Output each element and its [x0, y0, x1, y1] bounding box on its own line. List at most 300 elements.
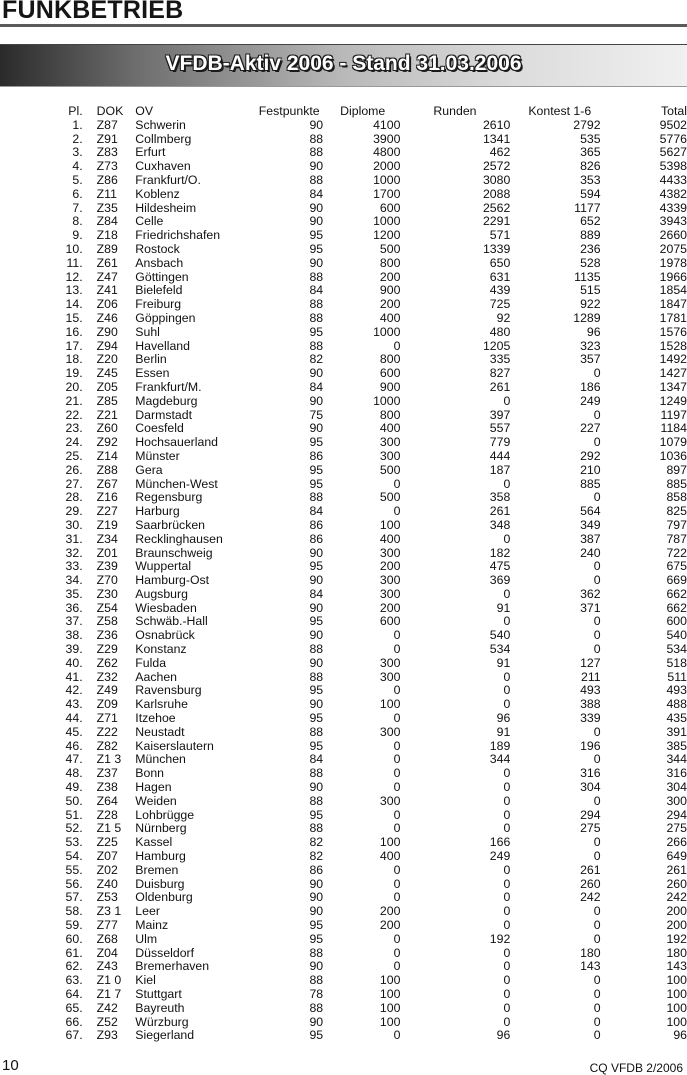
cell-diplome: 0 — [393, 628, 401, 643]
cell-rank: 45. — [65, 724, 83, 739]
cell-runden: 631 — [489, 269, 511, 284]
cell-festpunkte: 88 — [309, 490, 324, 505]
table-row — [58, 202, 687, 216]
cell-dok-label: Z91 — [96, 131, 118, 146]
cell-dok — [83, 795, 124, 809]
cell-rank: 6. — [72, 186, 83, 201]
cell-ov: Essen — [135, 366, 170, 381]
cell-festpunkte: 88 — [309, 669, 324, 684]
cell-rank: 38. — [65, 628, 83, 643]
table-row — [58, 891, 687, 905]
cell-dok — [83, 422, 124, 436]
table-row — [58, 464, 687, 478]
cell-total: 435 — [666, 711, 687, 726]
table-row — [58, 726, 687, 740]
cell-total: 192 — [666, 931, 687, 946]
cell-diplome: 100 — [379, 517, 401, 532]
cell-festpunkte: 86 — [309, 448, 324, 463]
cell-dok-label: Z29 — [96, 642, 118, 657]
cell-festpunkte: 95 — [309, 462, 324, 477]
cell-total: 100 — [666, 987, 687, 1001]
table-row — [58, 684, 687, 698]
cell-dok — [83, 326, 124, 340]
cell-total: 488 — [666, 697, 687, 712]
cell-dok — [83, 271, 124, 285]
cell-dok — [83, 243, 124, 257]
cell-kontest: 0 — [593, 407, 601, 422]
cell-kontest: 0 — [593, 1014, 601, 1029]
cell-kontest: 249 — [580, 393, 601, 408]
cell-diplome: 200 — [379, 600, 401, 615]
cell-rank: 67. — [65, 1028, 83, 1043]
cell-dok — [83, 146, 124, 160]
cell-ov: Braunschweig — [135, 545, 213, 560]
cell-diplome: 0 — [393, 683, 401, 698]
cell-rank: 24. — [65, 435, 83, 450]
cell-diplome: 400 — [379, 421, 401, 436]
cell-kontest: 261 — [580, 862, 601, 877]
cell-runden: 0 — [503, 973, 511, 988]
cell-ov: Bremen — [135, 862, 179, 877]
cell-runden: 3080 — [482, 172, 511, 187]
cell-ov: Frankfurt/M. — [135, 379, 202, 394]
cell-dok — [83, 809, 124, 823]
cell-dok-label: Z90 — [96, 324, 118, 339]
cell-runden: 557 — [489, 421, 511, 436]
cell-festpunkte: 95 — [309, 711, 324, 726]
cell-festpunkte: 95 — [309, 241, 324, 256]
cell-ov: Kiel — [135, 973, 156, 988]
cell-dok-label: Z41 — [96, 283, 118, 298]
cell-rank: 20. — [65, 379, 83, 394]
cell-total: 662 — [666, 600, 687, 615]
table-row — [58, 257, 687, 271]
cell-runden: 0 — [503, 586, 511, 601]
cell-ov: Schwerin — [135, 117, 186, 132]
cell-festpunkte: 84 — [309, 379, 324, 394]
table-row — [58, 822, 687, 836]
table-row — [58, 367, 687, 381]
cell-rank: 57. — [65, 890, 83, 905]
cell-dok — [83, 1029, 124, 1043]
cell-rank: 48. — [65, 766, 83, 781]
table-row — [58, 602, 687, 616]
cell-kontest: 143 — [580, 959, 601, 974]
cell-ov: Cuxhaven — [135, 159, 191, 174]
column-header-festpunkte: Festpunkte — [258, 104, 320, 118]
cell-ov: Celle — [135, 214, 164, 229]
table-row — [58, 174, 687, 188]
cell-festpunkte: 88 — [309, 145, 324, 160]
cell-total: 1978 — [659, 255, 687, 270]
cell-total: 200 — [666, 918, 687, 933]
cell-festpunkte: 84 — [309, 283, 324, 298]
cell-kontest: 304 — [580, 780, 601, 795]
cell-total: 858 — [666, 490, 687, 505]
table-row — [58, 395, 687, 409]
cell-runden: 96 — [496, 1028, 511, 1043]
cell-runden: 462 — [489, 145, 511, 160]
cell-ov: Fulda — [135, 655, 167, 670]
table-row — [58, 671, 687, 685]
cell-dok-label: Z39 — [96, 559, 118, 574]
cell-ov: Aachen — [135, 669, 178, 684]
cell-kontest: 0 — [593, 793, 601, 808]
cell-total: 662 — [666, 586, 687, 601]
table-row — [58, 712, 687, 726]
cell-diplome: 300 — [379, 669, 401, 684]
cell-dok-label: Z1 7 — [96, 987, 122, 1001]
cell-total: 897 — [666, 462, 687, 477]
table-row — [58, 960, 687, 974]
cell-dok-label: Z62 — [96, 655, 118, 670]
column-header-runden: Runden — [433, 104, 477, 118]
cell-ov: Osnabrück — [135, 628, 195, 643]
table-row — [58, 588, 687, 602]
cell-runden: 0 — [503, 476, 511, 491]
cell-dok — [83, 878, 124, 892]
section-title-rule — [0, 24, 687, 27]
cell-rank: 5. — [72, 172, 83, 187]
cell-dok-label: Z27 — [96, 504, 118, 519]
cell-rank: 19. — [65, 366, 83, 381]
cell-diplome: 0 — [393, 476, 401, 491]
cell-total: 4382 — [659, 186, 687, 201]
table-row — [58, 547, 687, 561]
cell-dok-label: Z77 — [96, 918, 118, 933]
cell-total: 100 — [666, 1014, 687, 1029]
cell-rank: 14. — [65, 297, 83, 312]
cell-dok-label: Z42 — [96, 1000, 118, 1015]
cell-dok — [83, 560, 124, 574]
cell-festpunkte: 82 — [309, 835, 324, 850]
cell-festpunkte: 86 — [309, 517, 324, 532]
cell-total: 180 — [666, 945, 687, 960]
cell-festpunkte: 90 — [309, 890, 324, 905]
cell-dok-label: Z28 — [96, 807, 118, 822]
cell-dok-label: Z58 — [96, 614, 118, 629]
cell-diplome: 1000 — [373, 393, 401, 408]
cell-diplome: 0 — [393, 738, 401, 753]
cell-dok-label: Z02 — [96, 862, 118, 877]
cell-ov: Karlsruhe — [135, 697, 188, 712]
cell-ov: Schwäb.-Hall — [135, 614, 208, 629]
table-row — [58, 629, 687, 643]
cell-festpunkte: 84 — [309, 504, 324, 519]
cell-kontest: 922 — [580, 297, 601, 312]
cell-kontest: 0 — [593, 973, 601, 988]
cell-dok — [83, 229, 124, 243]
cell-dok — [83, 629, 124, 643]
cell-runden: 439 — [489, 283, 511, 298]
cell-festpunkte: 88 — [309, 172, 324, 187]
table-row — [58, 753, 687, 767]
table-row — [58, 933, 687, 947]
cell-ov: Regensburg — [135, 490, 203, 505]
cell-dok — [83, 781, 124, 795]
cell-ov: Münster — [135, 448, 180, 463]
cell-kontest: 292 — [580, 448, 601, 463]
cell-total: 143 — [666, 959, 687, 974]
cell-rank: 41. — [65, 669, 83, 684]
table-row — [58, 353, 687, 367]
cell-diplome: 0 — [393, 807, 401, 822]
cell-diplome: 800 — [379, 407, 401, 422]
cell-diplome: 4800 — [373, 145, 401, 160]
cell-diplome: 600 — [379, 366, 401, 381]
table-row — [58, 1016, 687, 1030]
cell-dok-label: Z85 — [96, 393, 118, 408]
cell-runden: 182 — [489, 545, 511, 560]
cell-dok-label: Z83 — [96, 145, 118, 160]
cell-dok — [83, 519, 124, 533]
cell-ov: Konstanz — [135, 642, 187, 657]
cell-dok-label: Z06 — [96, 297, 118, 312]
cell-festpunkte: 95 — [309, 324, 324, 339]
cell-rank: 51. — [65, 807, 83, 822]
cell-diplome: 300 — [379, 793, 401, 808]
table-row — [58, 519, 687, 533]
table-row — [58, 188, 687, 202]
cell-festpunkte: 88 — [309, 310, 324, 325]
cell-ov: Siegerland — [135, 1028, 195, 1043]
cell-diplome: 200 — [379, 918, 401, 933]
cell-total: 1854 — [659, 283, 687, 298]
cell-festpunkte: 88 — [309, 642, 324, 657]
cell-total: 518 — [666, 655, 687, 670]
cell-ov: Augsburg — [135, 586, 188, 601]
cell-festpunkte: 84 — [309, 586, 324, 601]
section-title: FUNKBETRIEB — [2, 0, 184, 24]
cell-ov: Lohbrügge — [135, 807, 195, 822]
cell-dok — [83, 753, 124, 767]
cell-dok-label: Z3 1 — [96, 904, 122, 919]
cell-total: 4339 — [659, 200, 687, 215]
cell-festpunkte: 90 — [309, 214, 324, 229]
cell-dok — [83, 657, 124, 671]
cell-rank: 22. — [65, 407, 83, 422]
cell-runden: 0 — [503, 987, 511, 1001]
table-row — [58, 505, 687, 519]
cell-diplome: 400 — [379, 531, 401, 546]
cell-dok-label: Z22 — [96, 724, 118, 739]
cell-dok — [83, 588, 124, 602]
cell-total: 797 — [666, 517, 687, 532]
cell-total: 1197 — [660, 407, 687, 422]
cell-rank: 29. — [65, 504, 83, 519]
cell-rank: 35. — [65, 586, 83, 601]
cell-festpunkte: 75 — [309, 407, 324, 422]
table-row — [58, 422, 687, 436]
cell-runden: 650 — [489, 255, 511, 270]
cell-festpunkte: 88 — [309, 724, 324, 739]
table-row — [58, 284, 687, 298]
cell-festpunkte: 95 — [309, 228, 324, 243]
cell-diplome: 3900 — [373, 131, 401, 146]
cell-total: 1079 — [659, 435, 687, 450]
cell-kontest: 196 — [580, 738, 601, 753]
cell-runden: 192 — [489, 931, 511, 946]
cell-kontest: 240 — [580, 545, 601, 560]
cell-ov: Göttingen — [135, 269, 189, 284]
cell-rank: 3. — [72, 145, 83, 160]
cell-diplome: 300 — [379, 448, 401, 463]
cell-dok — [83, 160, 124, 174]
cell-rank: 10. — [65, 241, 83, 256]
cell-festpunkte: 88 — [309, 338, 324, 353]
cell-dok-label: Z73 — [96, 159, 118, 174]
cell-diplome: 1000 — [373, 324, 401, 339]
cell-festpunkte: 90 — [309, 573, 324, 588]
cell-dok-label: Z60 — [96, 421, 118, 436]
cell-kontest: 1135 — [574, 269, 601, 284]
cell-runden: 571 — [489, 228, 511, 243]
cell-dok-label: Z09 — [96, 697, 118, 712]
cell-runden: 0 — [503, 959, 511, 974]
table-row — [58, 119, 687, 133]
cell-rank: 61. — [65, 945, 83, 960]
cell-runden: 444 — [489, 448, 511, 463]
cell-rank: 58. — [65, 904, 83, 919]
cell-kontest: 0 — [593, 642, 601, 657]
cell-ov: Düsseldorf — [135, 945, 195, 960]
cell-kontest: 362 — [580, 586, 601, 601]
cell-kontest: 594 — [580, 186, 601, 201]
cell-total: 261 — [666, 862, 687, 877]
cell-diplome: 0 — [393, 959, 401, 974]
cell-ov: München — [135, 752, 186, 767]
cell-dok — [83, 947, 124, 961]
cell-festpunkte: 90 — [309, 366, 324, 381]
cell-dok — [83, 698, 124, 712]
cell-rank: 11. — [66, 255, 83, 270]
cell-total: 100 — [666, 1000, 687, 1015]
cell-runden: 2291 — [482, 214, 511, 229]
table-row — [58, 160, 687, 174]
cell-dok-label: Z61 — [96, 255, 118, 270]
cell-runden: 534 — [489, 642, 511, 657]
cell-runden: 166 — [489, 835, 511, 850]
cell-rank: 65. — [65, 1000, 83, 1015]
cell-dok — [83, 298, 124, 312]
cell-runden: 2562 — [482, 200, 511, 215]
cell-total: 294 — [666, 807, 687, 822]
cell-total: 100 — [666, 973, 687, 988]
cell-diplome: 400 — [379, 849, 401, 864]
cell-rank: 2. — [72, 131, 83, 146]
cell-total: 787 — [666, 531, 687, 546]
cell-ov: Wiesbaden — [135, 600, 197, 615]
cell-ov: Frankfurt/O. — [135, 172, 201, 187]
cell-runden: 0 — [503, 904, 511, 919]
cell-kontest: 387 — [580, 531, 601, 546]
table-row — [58, 146, 687, 160]
cell-runden: 261 — [489, 504, 511, 519]
cell-runden: 249 — [489, 849, 511, 864]
table-row — [58, 312, 687, 326]
cell-kontest: 535 — [580, 131, 601, 146]
cell-total: 344 — [666, 752, 687, 767]
cell-kontest: 260 — [580, 876, 601, 891]
cell-runden: 0 — [503, 780, 511, 795]
cell-kontest: 0 — [593, 987, 601, 1001]
cell-runden: 0 — [503, 821, 511, 836]
cell-rank: 50. — [65, 793, 83, 808]
cell-diplome: 0 — [393, 504, 401, 519]
cell-dok — [83, 712, 124, 726]
cell-kontest: 0 — [593, 366, 601, 381]
cell-festpunkte: 88 — [309, 973, 324, 988]
cell-diplome: 900 — [379, 379, 401, 394]
cell-rank: 21. — [65, 393, 83, 408]
cell-ov: Erfurt — [135, 145, 166, 160]
cell-kontest: 0 — [593, 614, 601, 629]
cell-diplome: 300 — [379, 545, 401, 560]
cell-rank: 18. — [65, 352, 83, 367]
cell-runden: 0 — [503, 862, 511, 877]
cell-ov: Ulm — [135, 931, 158, 946]
cell-total: 1576 — [659, 324, 687, 339]
cell-dok — [83, 409, 124, 423]
cell-dok — [83, 257, 124, 271]
cell-dok-label: Z89 — [96, 241, 118, 256]
cell-rank: 23. — [65, 421, 83, 436]
cell-runden: 369 — [489, 573, 511, 588]
cell-dok-label: Z53 — [96, 890, 118, 905]
cell-festpunkte: 95 — [309, 476, 324, 491]
cell-rank: 62. — [65, 959, 83, 974]
cell-ov: Mainz — [135, 918, 169, 933]
table-row — [58, 450, 687, 464]
cell-kontest: 515 — [580, 283, 601, 298]
cell-runden: 0 — [503, 1000, 511, 1015]
cell-diplome: 500 — [379, 241, 401, 256]
cell-diplome: 0 — [393, 711, 401, 726]
cell-dok — [83, 740, 124, 754]
cell-dok-label: Z43 — [96, 959, 118, 974]
cell-dok-label: Z20 — [96, 352, 118, 367]
cell-total: 4433 — [659, 172, 687, 187]
cell-runden: 1339 — [482, 241, 511, 256]
cell-runden: 397 — [489, 407, 511, 422]
cell-ov: Koblenz — [135, 186, 180, 201]
cell-dok-label: Z93 — [96, 1028, 118, 1043]
cell-total: 200 — [666, 904, 687, 919]
cell-total: 1847 — [659, 297, 687, 312]
cell-dok — [83, 464, 124, 478]
cell-dok — [83, 864, 124, 878]
cell-total: 2075 — [659, 241, 687, 256]
cell-total: 3943 — [659, 214, 687, 229]
cell-diplome: 100 — [379, 835, 401, 850]
cell-total: 9502 — [659, 117, 687, 132]
cell-ov: Bielefeld — [135, 283, 183, 298]
cell-diplome: 0 — [393, 931, 401, 946]
cell-ov: Stuttgart — [135, 987, 182, 1001]
cell-festpunkte: 95 — [309, 683, 324, 698]
cell-ov: Magdeburg — [135, 393, 198, 408]
cell-kontest: 275 — [580, 821, 601, 836]
cell-kontest: 227 — [580, 421, 601, 436]
table-row — [58, 988, 687, 1002]
cell-rank: 4. — [72, 159, 83, 174]
cell-festpunkte: 90 — [309, 117, 324, 132]
cell-ov: Göppingen — [135, 310, 196, 325]
cell-diplome: 1200 — [373, 228, 401, 243]
cell-dok-label: Z88 — [96, 462, 118, 477]
cell-kontest: 242 — [580, 890, 601, 905]
cell-dok — [83, 436, 124, 450]
